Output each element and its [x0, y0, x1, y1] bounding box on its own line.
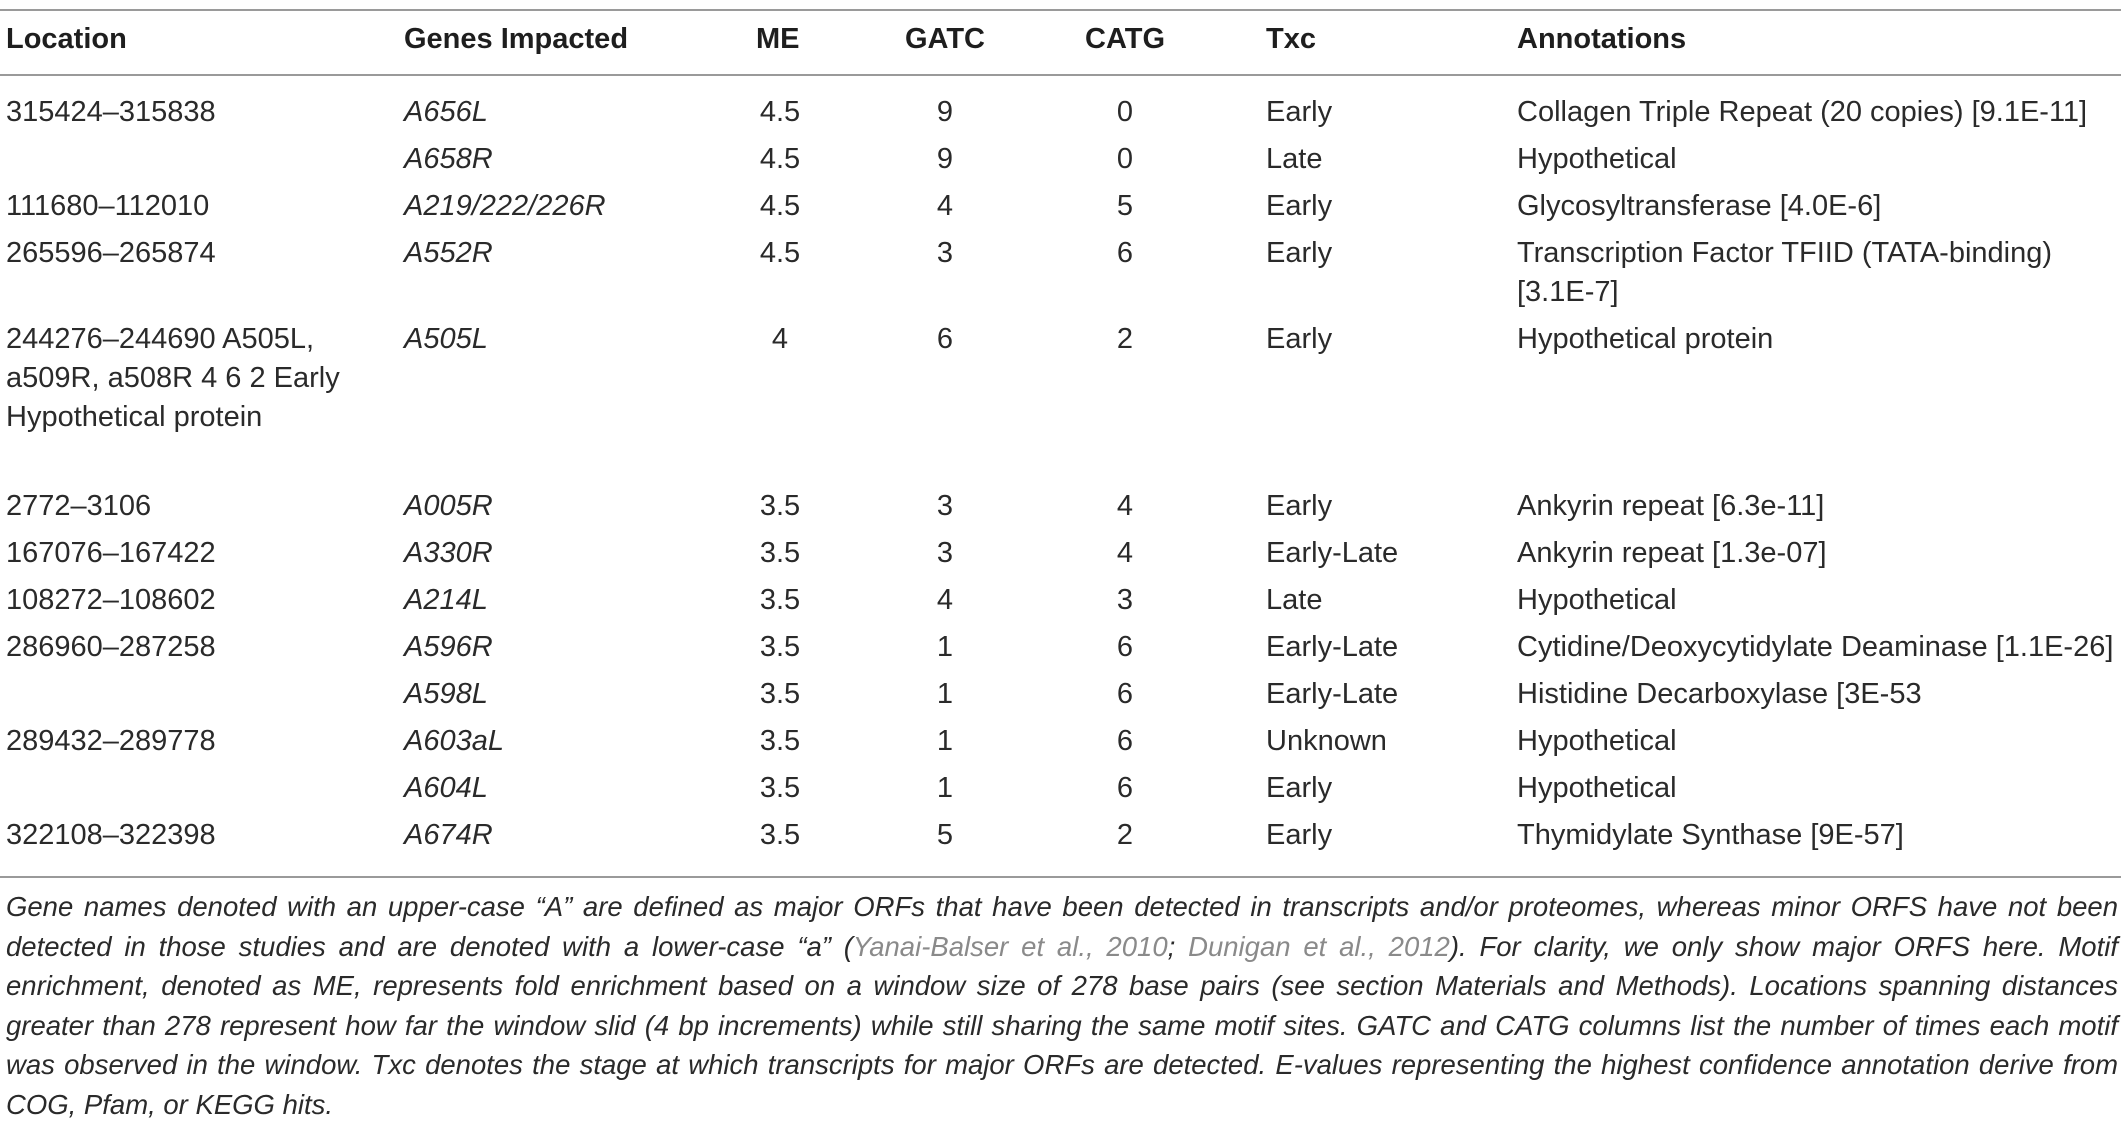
cell-annotation: Hypothetical: [1517, 772, 1677, 804]
citation-link-dunigan[interactable]: Dunigan et al., 2012: [1188, 930, 1450, 962]
cell-gene: A656L: [404, 96, 488, 128]
cell-annotation: Cytidine/Deoxycytidylate Deaminase [1.1E-26]: [1517, 631, 2114, 663]
cell-location: 2772–3106: [6, 490, 152, 522]
cell-catg: 4: [1116, 490, 1134, 522]
cell-gatc: 4: [936, 190, 954, 222]
footnote-text-start: Gene names denoted with an upper-case “A” are defined as major ORFs that have been detected in transcripts and/or proteomes, whereas minor ORFS have not been detected in those studies and are denoted with a lower-case “a” (: [6, 891, 2118, 962]
cell-gatc: 4: [936, 584, 954, 616]
cell-gene: A214L: [404, 584, 488, 616]
cell-annotation: Hypothetical: [1517, 584, 1677, 616]
cell-annotation: Histidine Decarboxylase [3E-53: [1517, 678, 1922, 710]
cell-gatc: 1: [936, 631, 954, 663]
cell-me: 3.5: [759, 584, 801, 616]
cell-txc: Early: [1266, 237, 1333, 269]
cell-gatc: 3: [936, 490, 954, 522]
header-gatc: GATC: [905, 23, 986, 55]
cell-annotation: Ankyrin repeat [6.3e-11]: [1517, 490, 1825, 522]
cell-catg: 6: [1116, 678, 1134, 710]
cell-location: 167076–167422: [6, 537, 216, 569]
header-me: ME: [756, 23, 800, 55]
header-annotations: Annotations: [1517, 23, 1687, 55]
footnote-separator: ;: [1167, 930, 1189, 962]
cell-location: 289432–289778: [6, 725, 216, 757]
cell-location: 244276–244690 A505L, a509R, a508R 4 6 2 Early Hypothetical protein: [6, 323, 340, 433]
cell-me: 4.5: [759, 96, 801, 128]
cell-me: 3.5: [759, 678, 801, 710]
cell-annotation: Hypothetical: [1517, 725, 1677, 757]
cell-txc: Late: [1266, 584, 1323, 616]
cell-gatc: 5: [936, 819, 954, 851]
cell-annotation: Hypothetical: [1517, 143, 1677, 175]
cell-txc: Early: [1266, 96, 1333, 128]
cell-gene: A596R: [404, 631, 493, 663]
cell-txc: Early-Late: [1266, 537, 1399, 569]
cell-me: 3.5: [759, 725, 801, 757]
cell-gatc: 9: [936, 143, 954, 175]
cell-txc: Early-Late: [1266, 631, 1399, 663]
table-bottom-rule: [0, 876, 2121, 878]
cell-me: 3.5: [759, 772, 801, 804]
cell-gene: A598L: [404, 678, 488, 710]
cell-txc: Early: [1266, 323, 1333, 355]
cell-annotation: Thymidylate Synthase [9E-57]: [1517, 819, 1904, 851]
cell-location: 286960–287258: [6, 631, 216, 663]
cell-location: 322108–322398: [6, 819, 216, 851]
cell-catg: 6: [1116, 631, 1134, 663]
header-rule: [0, 74, 2121, 76]
cell-location: 111680–112010: [6, 190, 210, 222]
cell-me: 4.5: [759, 143, 801, 175]
cell-catg: 6: [1116, 725, 1134, 757]
cell-me: 4.5: [759, 237, 801, 269]
header-txc: Txc: [1266, 23, 1316, 55]
header-genes-impacted: Genes Impacted: [404, 23, 629, 55]
cell-gene: A005R: [404, 490, 493, 522]
cell-gatc: 1: [936, 725, 954, 757]
cell-annotation: Hypothetical protein: [1517, 323, 1774, 355]
cell-location: 108272–108602: [6, 584, 216, 616]
table-top-rule: [0, 9, 2121, 11]
cell-catg: 5: [1116, 190, 1134, 222]
cell-gatc: 1: [936, 678, 954, 710]
citation-link-yanai-balser[interactable]: Yanai-Balser et al., 2010: [852, 930, 1168, 962]
cell-gene: A604L: [404, 772, 488, 804]
footnote-text-end: ). For clarity, we only show major ORFS here. Motif enrichment, denoted as ME, represents fold enrichment based on a window size of 278 base pairs (see section Materials and Methods). Locations spanning distances greater than 278 represent how far the window slid (4 bp increments) while still sharing the same motif sites. GATC and CATG columns list the number of times each motif was observed in the window. Txc denotes the stage at which transcripts for major ORFs are detected. E-values representing the highest confidence annotation derive from COG, Pfam, or KEGG hits.: [6, 930, 2118, 1120]
cell-location: 265596–265874: [6, 237, 216, 269]
cell-catg: 6: [1116, 772, 1134, 804]
cell-gatc: 6: [936, 323, 954, 355]
cell-gene: A674R: [404, 819, 493, 851]
header-location: Location: [6, 23, 127, 55]
cell-location: 315424–315838: [6, 96, 216, 128]
header-catg: CATG: [1085, 23, 1166, 55]
cell-gene: A552R: [404, 237, 493, 269]
cell-gene: A505L: [404, 323, 488, 355]
cell-gatc: 3: [936, 237, 954, 269]
cell-annotation: Glycosyltransferase [4.0E-6]: [1517, 190, 1882, 222]
cell-gatc: 9: [936, 96, 954, 128]
cell-me: 3.5: [759, 819, 801, 851]
cell-me: 4.5: [759, 190, 801, 222]
cell-txc: Early-Late: [1266, 678, 1399, 710]
cell-catg: 2: [1116, 323, 1134, 355]
cell-me: 4: [771, 323, 789, 355]
cell-txc: Early: [1266, 772, 1333, 804]
cell-annotation: Transcription Factor TFIID (TATA-binding) [3.1E-7]: [1517, 237, 2053, 308]
cell-catg: 4: [1116, 537, 1134, 569]
table-footnote: [6, 887, 2118, 1124]
cell-catg: 0: [1116, 96, 1134, 128]
cell-catg: 6: [1116, 237, 1134, 269]
cell-txc: Late: [1266, 143, 1323, 175]
cell-txc: Early: [1266, 190, 1333, 222]
cell-gene: A658R: [404, 143, 493, 175]
cell-me: 3.5: [759, 490, 801, 522]
cell-gatc: 1: [936, 772, 954, 804]
cell-txc: Unknown: [1266, 725, 1387, 757]
cell-me: 3.5: [759, 537, 801, 569]
cell-catg: 0: [1116, 143, 1134, 175]
cell-annotation: Collagen Triple Repeat (20 copies) [9.1E-11]: [1517, 96, 2088, 128]
cell-annotation: Ankyrin repeat [1.3e-07]: [1517, 537, 1827, 569]
cell-gatc: 3: [936, 537, 954, 569]
cell-txc: Early: [1266, 490, 1333, 522]
cell-gene: A330R: [404, 537, 493, 569]
cell-txc: Early: [1266, 819, 1333, 851]
cell-catg: 3: [1116, 584, 1134, 616]
cell-gene: A219/222/226R: [404, 190, 606, 222]
cell-catg: 2: [1116, 819, 1134, 851]
cell-me: 3.5: [759, 631, 801, 663]
cell-gene: A603aL: [404, 725, 504, 757]
